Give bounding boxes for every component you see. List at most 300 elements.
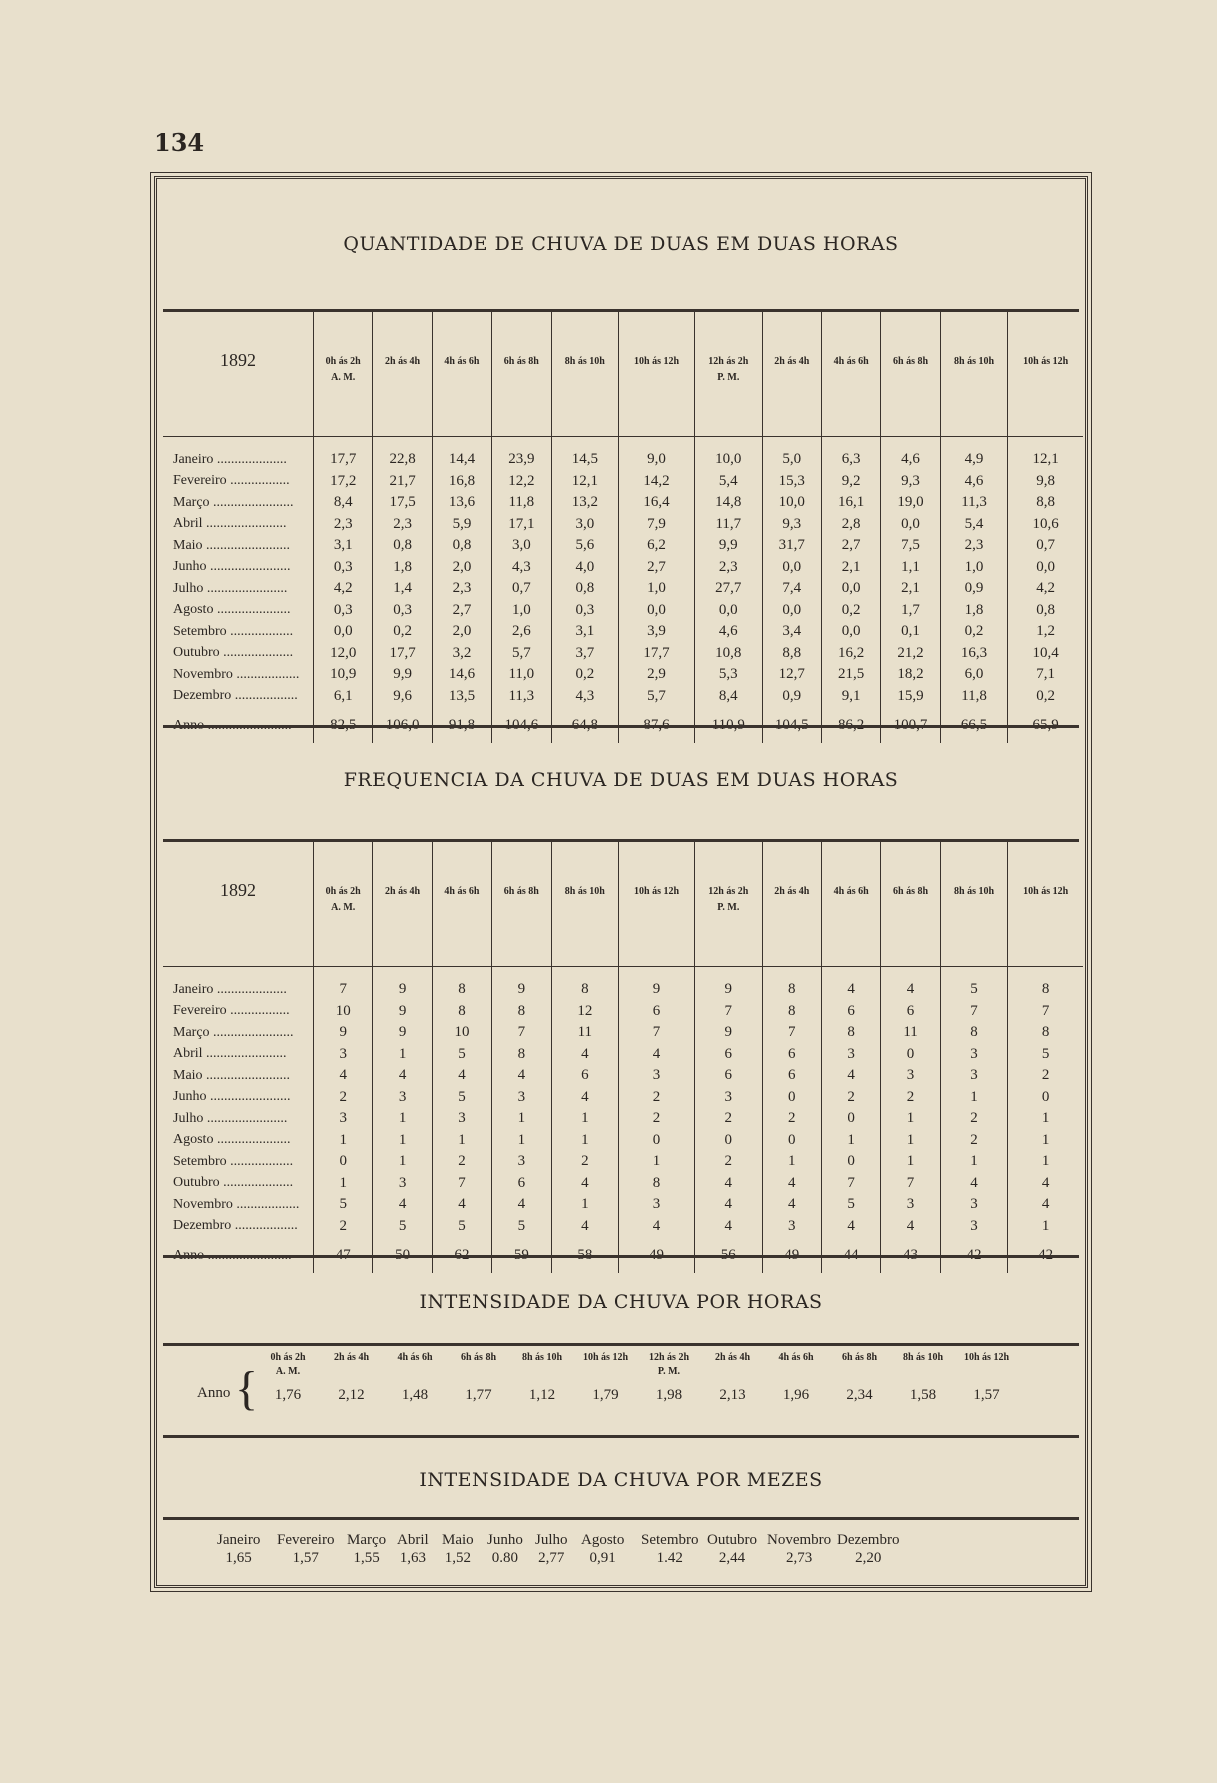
frequency-cell: 8 xyxy=(619,1173,695,1195)
frequency-month-label: Março ....................... xyxy=(173,1024,294,1040)
frequency-cell: 4 xyxy=(821,967,880,1001)
quantity-cell: 16,1 xyxy=(821,492,880,514)
frequency-column-header: 4h ás 6h xyxy=(821,842,880,967)
intensity-hour-column: 8h ás 10h 1,12 xyxy=(521,1352,562,1403)
quantity-cell: 1,0 xyxy=(940,557,1008,579)
frequency-cell: 1 xyxy=(432,1130,491,1152)
frequency-cell: 2 xyxy=(821,1087,880,1109)
quantity-cell: 9,9 xyxy=(373,664,432,686)
quantity-cell: 5,4 xyxy=(694,471,762,493)
frequency-row xyxy=(163,1065,1083,1087)
quantity-cell: 3,7 xyxy=(551,643,619,665)
frequency-cell: 5 xyxy=(314,1194,373,1216)
quantity-column-header: 0h ás 2h A. M. xyxy=(314,312,373,437)
quantity-cell: 22,8 xyxy=(373,437,432,471)
frequency-cell: 3 xyxy=(432,1108,491,1130)
frequency-cell: 3 xyxy=(881,1194,940,1216)
frequency-cell: 4 xyxy=(551,1044,619,1066)
quantity-cell: 2,3 xyxy=(373,514,432,536)
frequency-cell: 4 xyxy=(762,1173,821,1195)
quantity-cell: 4,2 xyxy=(314,578,373,600)
quantity-cell: 4,3 xyxy=(492,557,551,579)
quantity-cell: 5,6 xyxy=(551,535,619,557)
intensity-hour-column: 6h ás 8h 1,77 xyxy=(460,1352,496,1403)
intensity-month-column: Maio 1,52 xyxy=(442,1532,474,1566)
quantity-cell: 10,0 xyxy=(694,437,762,471)
quantity-cell: 0,9 xyxy=(940,578,1008,600)
frequency-cell: 7 xyxy=(314,967,373,1001)
quantity-row xyxy=(163,686,1083,708)
quantity-cell: 1,1 xyxy=(881,557,940,579)
frequency-cell: 9 xyxy=(694,1022,762,1044)
intensity-months-title: INTENSIDADE DA CHUVA POR MEZES xyxy=(419,1469,823,1491)
quantity-cell: 0,2 xyxy=(551,664,619,686)
quantity-cell: 0,3 xyxy=(373,600,432,622)
frequency-cell: 4 xyxy=(314,1065,373,1087)
frequency-cell: 8 xyxy=(432,1001,491,1023)
quantity-cell: 4,2 xyxy=(1008,578,1083,600)
quantity-cell: 12,2 xyxy=(492,471,551,493)
frequency-cell: 4 xyxy=(432,1194,491,1216)
quantity-cell: 4,6 xyxy=(881,437,940,471)
quantity-cell: 15,3 xyxy=(762,471,821,493)
quantity-cell: 0,3 xyxy=(314,557,373,579)
quantity-cell: 10,4 xyxy=(1008,643,1083,665)
quantity-cell: 6,3 xyxy=(821,437,880,471)
frequency-row xyxy=(163,1130,1083,1152)
quantity-column-header: 4h ás 6h xyxy=(821,312,880,437)
frequency-cell: 2 xyxy=(762,1108,821,1130)
frequency-cell: 8 xyxy=(762,967,821,1001)
frequency-cell: 8 xyxy=(940,1022,1008,1044)
intensity-month-column: Janeiro 1,65 xyxy=(217,1532,261,1566)
quantity-row xyxy=(163,535,1083,557)
frequency-cell: 6 xyxy=(694,1065,762,1087)
intensity-month-column: Abril 1,63 xyxy=(397,1532,429,1566)
quantity-cell: 2,3 xyxy=(940,535,1008,557)
intensity-months-block xyxy=(157,1531,1085,1571)
quantity-cell: 2,1 xyxy=(821,557,880,579)
quantity-month-label: Dezembro .................. xyxy=(173,688,298,704)
quantity-cell: 3,1 xyxy=(551,621,619,643)
quantity-cell: 3,2 xyxy=(432,643,491,665)
quantity-cell: 17,7 xyxy=(373,643,432,665)
frequency-cell: 9 xyxy=(694,967,762,1001)
frequency-month-label: Junho ....................... xyxy=(173,1089,291,1105)
quantity-cell: 6,0 xyxy=(940,664,1008,686)
quantity-cell: 10,6 xyxy=(1008,514,1083,536)
frequency-cell: 1 xyxy=(551,1194,619,1216)
frequency-cell: 10 xyxy=(314,1001,373,1023)
quantity-cell: 5,3 xyxy=(694,664,762,686)
frequency-cell: 1 xyxy=(762,1151,821,1173)
frequency-column-header: 0h ás 2h A. M. xyxy=(314,842,373,967)
frequency-column-header: 6h ás 8h xyxy=(492,842,551,967)
quantity-cell: 9,9 xyxy=(694,535,762,557)
frequency-row xyxy=(163,1044,1083,1066)
quantity-cell: 8,4 xyxy=(694,686,762,708)
quantity-cell: 21,7 xyxy=(373,471,432,493)
quantity-cell: 5,7 xyxy=(619,686,695,708)
frequency-cell: 3 xyxy=(881,1065,940,1087)
quantity-cell: 0,0 xyxy=(821,621,880,643)
quantity-cell: 0,0 xyxy=(694,600,762,622)
frequency-cell: 1 xyxy=(373,1108,432,1130)
frequency-cell: 1 xyxy=(314,1173,373,1195)
divider xyxy=(163,1435,1079,1438)
quantity-month-label: Março ....................... xyxy=(173,494,294,510)
frequency-cell: 4 xyxy=(1008,1194,1083,1216)
intensity-month-column: Fevereiro 1,57 xyxy=(277,1532,335,1566)
quantity-cell: 9,2 xyxy=(821,471,880,493)
quantity-cell: 0,1 xyxy=(881,621,940,643)
divider xyxy=(163,725,1079,728)
quantity-cell: 12,7 xyxy=(762,664,821,686)
frequency-cell: 2 xyxy=(940,1108,1008,1130)
quantity-cell: 0,8 xyxy=(1008,600,1083,622)
quantity-cell: 12,0 xyxy=(314,643,373,665)
frequency-cell: 1 xyxy=(1008,1130,1083,1152)
quantity-cell: 0,0 xyxy=(1008,557,1083,579)
frequency-row xyxy=(163,1194,1083,1216)
frequency-cell: 4 xyxy=(551,1087,619,1109)
frequency-cell: 4 xyxy=(373,1065,432,1087)
frequency-column-header: 12h ás 2h P. M. xyxy=(694,842,762,967)
frequency-cell: 3 xyxy=(373,1087,432,1109)
frequency-cell: 4 xyxy=(619,1216,695,1238)
frequency-column-header: 2h ás 4h xyxy=(762,842,821,967)
intensity-row-label: Anno xyxy=(197,1385,231,1401)
quantity-cell: 1,8 xyxy=(940,600,1008,622)
frequency-cell: 4 xyxy=(551,1173,619,1195)
frequency-cell: 1 xyxy=(881,1151,940,1173)
quantity-cell: 0,3 xyxy=(314,600,373,622)
quantity-cell: 0,8 xyxy=(432,535,491,557)
frequency-cell: 9 xyxy=(373,967,432,1001)
quantity-cell: 11,8 xyxy=(492,492,551,514)
frequency-cell: 0 xyxy=(619,1130,695,1152)
quantity-cell: 14,4 xyxy=(432,437,491,471)
frequency-cell: 6 xyxy=(881,1001,940,1023)
quantity-column-header: 6h ás 8h xyxy=(492,312,551,437)
frequency-cell: 2 xyxy=(619,1087,695,1109)
frequency-cell: 1 xyxy=(551,1130,619,1152)
quantity-cell: 7,4 xyxy=(762,578,821,600)
frequency-column-header: 8h ás 10h xyxy=(940,842,1008,967)
frequency-cell: 2 xyxy=(940,1130,1008,1152)
quantity-cell: 17,5 xyxy=(373,492,432,514)
frequency-cell: 1 xyxy=(373,1044,432,1066)
quantity-title: QUANTIDADE DE CHUVA DE DUAS EM DUAS HORAS xyxy=(343,233,899,255)
quantity-cell: 1,7 xyxy=(881,600,940,622)
frequency-cell: 3 xyxy=(314,1108,373,1130)
quantity-cell: 17,7 xyxy=(619,643,695,665)
frequency-cell: 0 xyxy=(881,1044,940,1066)
quantity-cell: 19,0 xyxy=(881,492,940,514)
frequency-cell: 1 xyxy=(551,1108,619,1130)
frequency-cell: 3 xyxy=(492,1087,551,1109)
quantity-cell: 0,3 xyxy=(551,600,619,622)
frequency-cell: 1 xyxy=(314,1130,373,1152)
quantity-cell: 9,0 xyxy=(619,437,695,471)
frequency-cell: 8 xyxy=(551,967,619,1001)
frequency-title: FREQUENCIA DA CHUVA DE DUAS EM DUAS HORAS xyxy=(343,769,899,791)
intensity-hours-block xyxy=(157,1351,1085,1421)
quantity-row xyxy=(163,621,1083,643)
quantity-cell: 0,2 xyxy=(373,621,432,643)
frequency-cell: 2 xyxy=(551,1151,619,1173)
frequency-cell: 4 xyxy=(694,1216,762,1238)
frequency-cell: 5 xyxy=(1008,1044,1083,1066)
frequency-cell: 7 xyxy=(694,1001,762,1023)
quantity-cell: 14,2 xyxy=(619,471,695,493)
quantity-cell: 1,4 xyxy=(373,578,432,600)
frequency-cell: 0 xyxy=(314,1151,373,1173)
frequency-cell: 1 xyxy=(619,1151,695,1173)
frequency-cell: 6 xyxy=(619,1001,695,1023)
quantity-column-header: 10h ás 12h xyxy=(1008,312,1083,437)
frequency-column-header: 8h ás 10h xyxy=(551,842,619,967)
quantity-cell: 13,6 xyxy=(432,492,491,514)
divider xyxy=(163,1343,1079,1346)
quantity-cell: 23,9 xyxy=(492,437,551,471)
frequency-cell: 9 xyxy=(619,967,695,1001)
frequency-cell: 1 xyxy=(492,1108,551,1130)
frequency-cell: 4 xyxy=(694,1194,762,1216)
frequency-cell: 6 xyxy=(551,1065,619,1087)
frequency-cell: 11 xyxy=(881,1022,940,1044)
frequency-row xyxy=(163,1022,1083,1044)
frequency-cell: 4 xyxy=(940,1173,1008,1195)
frequency-cell: 7 xyxy=(432,1173,491,1195)
frequency-cell: 6 xyxy=(762,1044,821,1066)
quantity-cell: 12,1 xyxy=(551,471,619,493)
frequency-cell: 5 xyxy=(492,1216,551,1238)
frequency-row xyxy=(163,1151,1083,1173)
quantity-cell: 3,1 xyxy=(314,535,373,557)
quantity-cell: 9,3 xyxy=(762,514,821,536)
quantity-cell: 14,5 xyxy=(551,437,619,471)
quantity-cell: 4,0 xyxy=(551,557,619,579)
quantity-cell: 4,6 xyxy=(940,471,1008,493)
quantity-cell: 0,0 xyxy=(762,557,821,579)
quantity-cell: 21,2 xyxy=(881,643,940,665)
quantity-cell: 1,8 xyxy=(373,557,432,579)
frequency-cell: 8 xyxy=(1008,967,1083,1001)
frequency-column-header: 2h ás 4h xyxy=(373,842,432,967)
quantity-column-header: 8h ás 10h xyxy=(940,312,1008,437)
intensity-month-column: Novembro 2,73 xyxy=(767,1532,832,1566)
quantity-cell: 2,8 xyxy=(821,514,880,536)
frequency-cell: 3 xyxy=(940,1194,1008,1216)
quantity-cell: 0,0 xyxy=(881,514,940,536)
frequency-cell: 6 xyxy=(694,1044,762,1066)
quantity-cell: 2,9 xyxy=(619,664,695,686)
quantity-cell: 3,0 xyxy=(492,535,551,557)
frequency-row xyxy=(163,1087,1083,1109)
intensity-month-column: Julho 2,77 xyxy=(535,1532,568,1566)
frequency-cell: 4 xyxy=(619,1044,695,1066)
quantity-cell: 10,8 xyxy=(694,643,762,665)
quantity-month-label: Janeiro .................... xyxy=(173,451,287,467)
quantity-cell: 0,7 xyxy=(1008,535,1083,557)
frequency-cell: 1 xyxy=(940,1087,1008,1109)
frequency-cell: 5 xyxy=(432,1216,491,1238)
quantity-cell: 0,8 xyxy=(373,535,432,557)
frequency-cell: 1 xyxy=(1008,1151,1083,1173)
frequency-cell: 9 xyxy=(492,967,551,1001)
quantity-cell: 8,4 xyxy=(314,492,373,514)
quantity-cell: 0,2 xyxy=(940,621,1008,643)
quantity-cell: 2,0 xyxy=(432,621,491,643)
quantity-cell: 0,2 xyxy=(821,600,880,622)
frequency-cell: 3 xyxy=(314,1044,373,1066)
quantity-cell: 3,4 xyxy=(762,621,821,643)
quantity-cell: 8,8 xyxy=(1008,492,1083,514)
intensity-hour-column: 8h ás 10h 1,58 xyxy=(902,1352,943,1403)
frequency-cell: 7 xyxy=(881,1173,940,1195)
quantity-month-label: Junho ....................... xyxy=(173,559,291,575)
quantity-cell: 11,7 xyxy=(694,514,762,536)
frequency-cell: 6 xyxy=(492,1173,551,1195)
frequency-column-header: 10h ás 12h xyxy=(1008,842,1083,967)
frequency-cell: 9 xyxy=(314,1022,373,1044)
quantity-cell: 17,1 xyxy=(492,514,551,536)
frequency-cell: 6 xyxy=(762,1065,821,1087)
quantity-cell: 8,8 xyxy=(762,643,821,665)
quantity-row xyxy=(163,664,1083,686)
intensity-hours-title: INTENSIDADE DA CHUVA POR HORAS xyxy=(419,1291,823,1313)
quantity-cell: 3,9 xyxy=(619,621,695,643)
quantity-cell: 16,3 xyxy=(940,643,1008,665)
quantity-cell: 2,7 xyxy=(432,600,491,622)
frequency-cell: 5 xyxy=(940,967,1008,1001)
quantity-row xyxy=(163,643,1083,665)
frequency-cell: 0 xyxy=(1008,1087,1083,1109)
quantity-cell: 17,7 xyxy=(314,437,373,471)
frequency-cell: 0 xyxy=(821,1151,880,1173)
quantity-column-header: 4h ás 6h xyxy=(432,312,491,437)
quantity-cell: 13,5 xyxy=(432,686,491,708)
frequency-cell: 8 xyxy=(821,1022,880,1044)
frequency-column-header: 4h ás 6h xyxy=(432,842,491,967)
quantity-cell: 1,0 xyxy=(492,600,551,622)
quantity-cell: 12,1 xyxy=(1008,437,1083,471)
frequency-month-label: Setembro .................. xyxy=(173,1153,294,1169)
frequency-cell: 5 xyxy=(432,1087,491,1109)
frequency-cell: 7 xyxy=(762,1022,821,1044)
frequency-row xyxy=(163,1173,1083,1195)
quantity-cell: 1,2 xyxy=(1008,621,1083,643)
quantity-cell: 2,1 xyxy=(881,578,940,600)
frequency-month-label: Janeiro .................... xyxy=(173,981,287,997)
rain-quantity-table xyxy=(163,312,1083,743)
quantity-row xyxy=(163,437,1083,471)
frequency-cell: 3 xyxy=(940,1044,1008,1066)
divider xyxy=(163,1517,1079,1520)
quantity-year: 1892 xyxy=(163,312,314,437)
frequency-column-header: 6h ás 8h xyxy=(881,842,940,967)
frequency-cell: 3 xyxy=(821,1044,880,1066)
quantity-column-header: 12h ás 2h P. M. xyxy=(694,312,762,437)
quantity-cell: 16,2 xyxy=(821,643,880,665)
frequency-column-header: 10h ás 12h xyxy=(619,842,695,967)
frequency-cell: 4 xyxy=(762,1194,821,1216)
frequency-cell: 3 xyxy=(762,1216,821,1238)
frequency-cell: 8 xyxy=(432,967,491,1001)
quantity-cell: 21,5 xyxy=(821,664,880,686)
frequency-month-label: Julho ....................... xyxy=(173,1110,288,1126)
intensity-month-column: Outubro 2,44 xyxy=(707,1532,757,1566)
frequency-cell: 6 xyxy=(821,1001,880,1023)
quantity-cell: 6,1 xyxy=(314,686,373,708)
quantity-month-label: Novembro .................. xyxy=(173,666,300,682)
quantity-cell: 3,0 xyxy=(551,514,619,536)
frequency-cell: 1 xyxy=(881,1108,940,1130)
quantity-cell: 0,0 xyxy=(821,578,880,600)
quantity-month-label: Fevereiro ................. xyxy=(173,473,290,489)
quantity-cell: 5,0 xyxy=(762,437,821,471)
rain-frequency-table xyxy=(163,842,1083,1273)
frequency-month-label: Dezembro .................. xyxy=(173,1218,298,1234)
intensity-hour-column: 4h ás 6h 1,96 xyxy=(778,1352,814,1403)
quantity-month-label: Outubro .................... xyxy=(173,645,294,661)
quantity-cell: 2,6 xyxy=(492,621,551,643)
frequency-cell: 4 xyxy=(492,1194,551,1216)
intensity-hour-column: 10h ás 12h 1,79 xyxy=(582,1352,628,1403)
frequency-cell: 3 xyxy=(619,1065,695,1087)
frequency-row xyxy=(163,967,1083,1001)
frequency-cell: 3 xyxy=(619,1194,695,1216)
quantity-cell: 4,6 xyxy=(694,621,762,643)
frequency-cell: 7 xyxy=(1008,1001,1083,1023)
quantity-cell: 2,3 xyxy=(432,578,491,600)
quantity-cell: 5,9 xyxy=(432,514,491,536)
frequency-cell: 4 xyxy=(821,1065,880,1087)
quantity-row xyxy=(163,578,1083,600)
frequency-cell: 4 xyxy=(694,1173,762,1195)
quantity-cell: 31,7 xyxy=(762,535,821,557)
frequency-cell: 10 xyxy=(432,1022,491,1044)
quantity-cell: 0,2 xyxy=(1008,686,1083,708)
frequency-cell: 7 xyxy=(940,1001,1008,1023)
intensity-month-column: Março 1,55 xyxy=(347,1532,387,1566)
frequency-cell: 3 xyxy=(940,1216,1008,1238)
quantity-cell: 18,2 xyxy=(881,664,940,686)
tables-frame xyxy=(154,176,1088,1588)
quantity-cell: 9,6 xyxy=(373,686,432,708)
quantity-cell: 14,8 xyxy=(694,492,762,514)
frequency-month-label: Novembro .................. xyxy=(173,1196,300,1212)
frequency-cell: 1 xyxy=(373,1130,432,1152)
frequency-cell: 1 xyxy=(1008,1216,1083,1238)
frequency-row xyxy=(163,1216,1083,1238)
quantity-cell: 27,7 xyxy=(694,578,762,600)
frequency-cell: 4 xyxy=(432,1065,491,1087)
quantity-cell: 9,1 xyxy=(821,686,880,708)
frequency-cell: 5 xyxy=(821,1194,880,1216)
frequency-month-label: Outubro .................... xyxy=(173,1175,294,1191)
frequency-cell: 8 xyxy=(492,1001,551,1023)
quantity-month-label: Julho ....................... xyxy=(173,580,288,596)
frequency-cell: 2 xyxy=(881,1087,940,1109)
quantity-cell: 1,0 xyxy=(619,578,695,600)
brace: { xyxy=(235,1362,259,1415)
quantity-cell: 0,8 xyxy=(551,578,619,600)
quantity-cell: 0,0 xyxy=(314,621,373,643)
frequency-cell: 3 xyxy=(694,1087,762,1109)
quantity-cell: 9,3 xyxy=(881,471,940,493)
